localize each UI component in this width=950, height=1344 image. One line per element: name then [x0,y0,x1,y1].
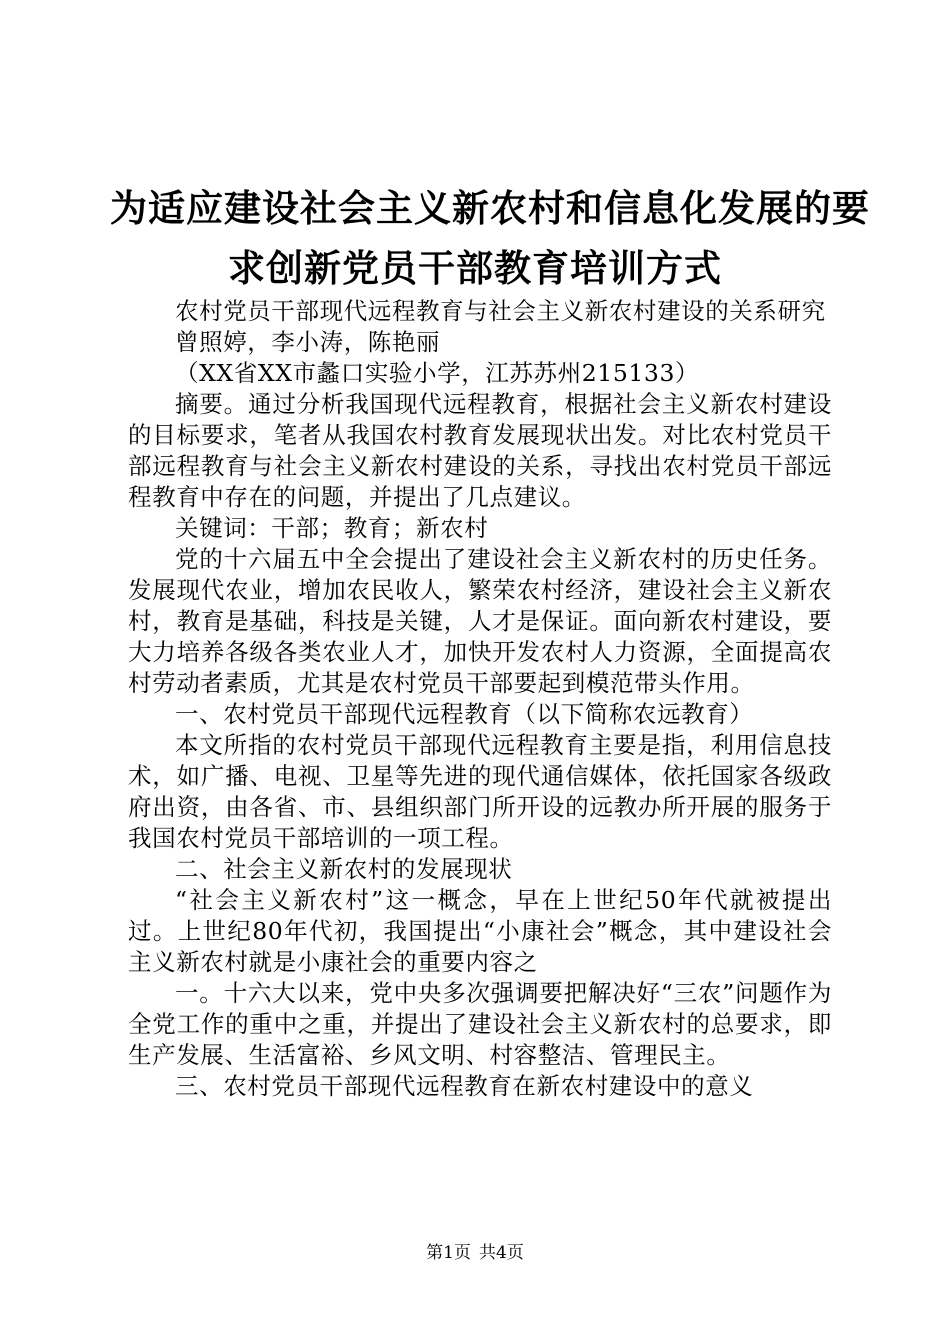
section-heading-3: 三、农村党员干部现代远程教育在新农村建设中的意义 [175,1072,754,1100]
page-footer [0,1242,950,1264]
paragraph-subtitle: 农村党员干部现代远程教育与社会主义新农村建设的关系研究 [175,297,826,325]
page-total: 共4页 [479,1243,524,1263]
paragraph-intro: 党的十六届五中全会提出了建设社会主义新农村的历史任务。发展现代农业，增加农民收人，繁荣农村经济，建设社会主义新农村，教育是基础，科技是关键，人才是保证。面向新农村建设，要大力培养各级各类农业人才，加快开发农村人力资源，全面提高农村劳动者素质，尤其是农村党员干部要起到模范带头作用。 [128,545,832,697]
paragraph-section-2a: “社会主义新农村”这一概念，早在上世纪50年代就被提出过。上世纪80年代初，我国提出“小康社会”概念，其中建设社会主义新农村就是小康社会的重要内容之 [128,886,832,976]
section-heading-2: 二、社会主义新农村的发展现状 [175,855,513,883]
paragraph-abstract: 摘要。通过分析我国现代远程教育，根据社会主义新农村建设的目标要求，笔者从我国农村教育发展现状出发。对比农村党员干部远程教育与社会主义新农村建设的关系，寻找出农村党员干部远程教育中存在的问题，并提出了几点建议。 [128,390,832,511]
paragraph-affiliation: （XX省XX市蠡口实验小学，江苏苏州215133） [175,359,700,387]
paragraph-section-2b: 一。十六大以来，党中央多次强调要把解决好“三农”问题作为全党工作的重中之重，并提出了建设社会主义新农村的总要求，即生产发展、生活富裕、乡风文明、村容整洁、管理民主。 [128,979,832,1069]
document-title-line-1: 为适应建设社会主义新农村和信息化发展的要 [110,187,870,230]
document-title-line-2: 求创新党员干部教育培训方式 [228,247,722,290]
document-body [128,296,832,1102]
page-number: 第1页 [426,1243,471,1263]
paragraph-authors: 曾照婷，李小涛，陈艳丽 [175,328,441,356]
section-heading-1: 一、农村党员干部现代远程教育（以下简称农远教育） [175,700,754,728]
paragraph-keywords: 关键词：干部；教育；新农村 [175,514,489,542]
paragraph-section-1: 本文所指的农村党员干部现代远程教育主要是指，利用信息技术，如广播、电视、卫星等先进的现代通信媒体，依托国家各级政府出资，由各省、市、县组织部门所开设的远教办所开展的服务于我国农村党员干部培训的一项工程。 [128,731,832,852]
